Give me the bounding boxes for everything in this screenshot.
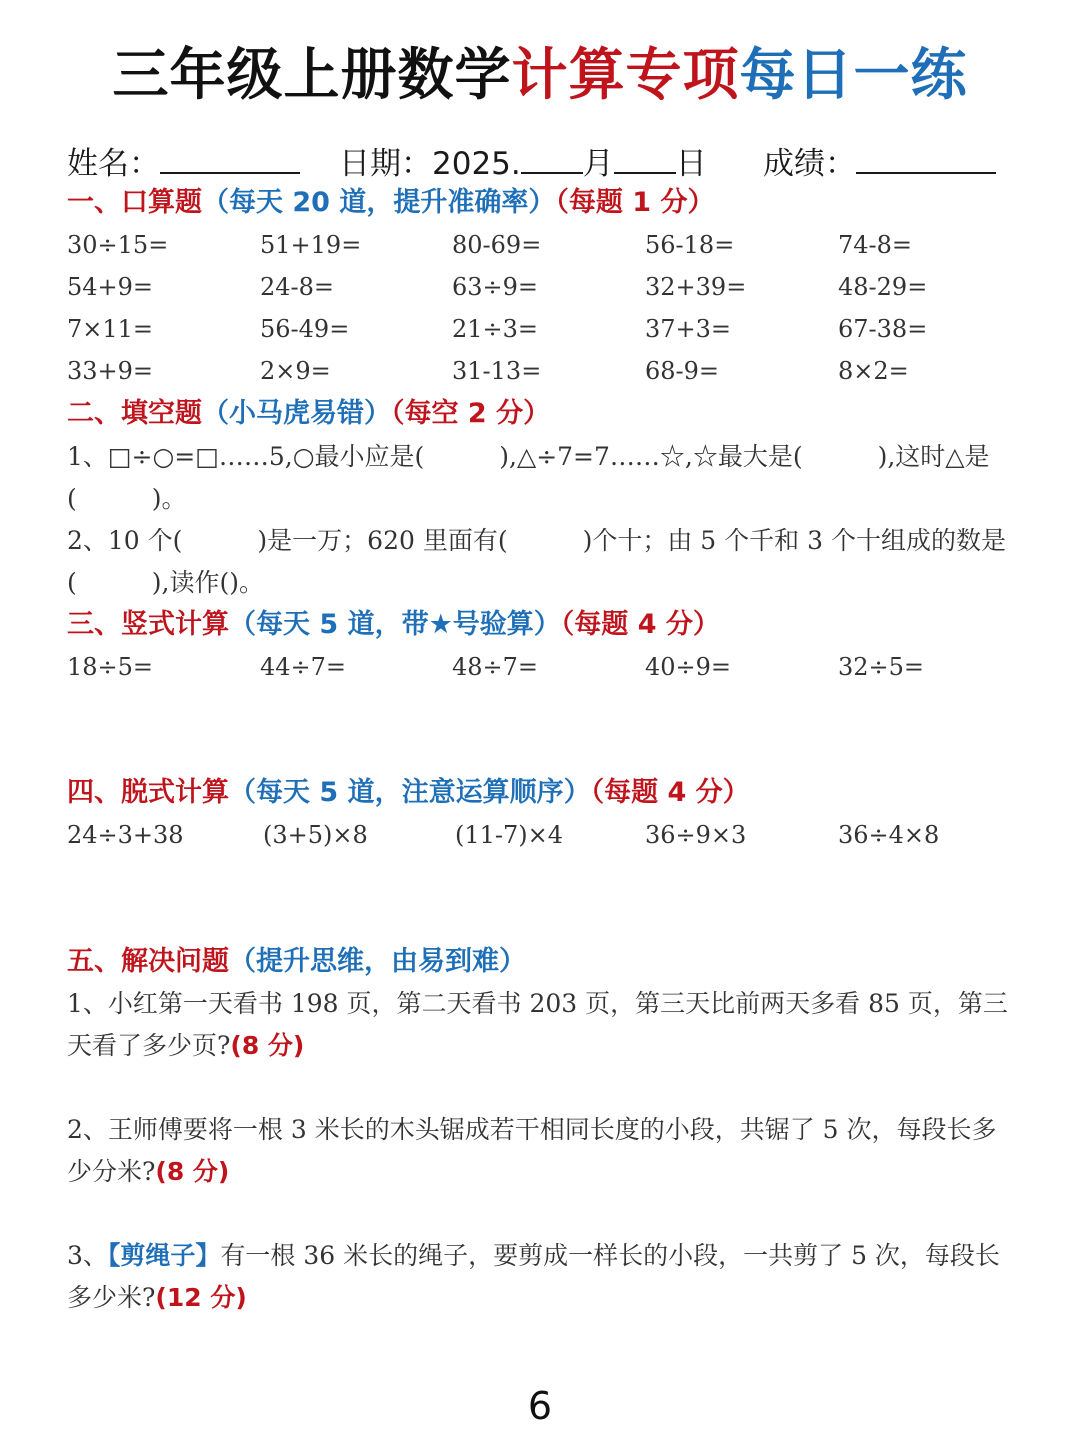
student-info-row bbox=[67, 138, 1027, 182]
section-2-title: 二、填空题 bbox=[67, 398, 202, 429]
word-problem-3-tag: 【剪绳子】 bbox=[107, 1241, 221, 1270]
section-5-heading bbox=[67, 944, 526, 980]
vertical-problem: 44÷7= bbox=[260, 653, 347, 681]
oral-problem: 21÷3= bbox=[452, 315, 539, 343]
day-label: 日 bbox=[675, 146, 707, 182]
word-problem-3-prefix: 3、 bbox=[67, 1241, 108, 1270]
name-label: 姓名： bbox=[67, 146, 160, 182]
word-problem-1-score: (8 分) bbox=[230, 1031, 305, 1060]
vertical-problem: 40÷9= bbox=[645, 653, 732, 681]
word-problem-3-text: 有一根 36 米长的绳子，要剪成一样长的小段，一共剪了 5 次，每段长多少米? bbox=[67, 1241, 1000, 1312]
vertical-problem: 32÷5= bbox=[838, 653, 925, 681]
score-field bbox=[763, 138, 996, 183]
oral-problem: 8×2= bbox=[838, 357, 909, 385]
oral-problem: 63÷9= bbox=[452, 273, 539, 301]
oral-problem: 56-18= bbox=[645, 231, 735, 259]
word-problem-1-text: 1、小红第一天看书 198 页，第二天看书 203 页，第三天比前两天多看 85 页，第三天看了多少页? bbox=[67, 989, 1008, 1060]
oral-problem: 7×11= bbox=[67, 315, 154, 343]
stepwise-problem: (3+5)×8 bbox=[263, 821, 368, 849]
section-2-note: （小马虎易错） bbox=[202, 398, 391, 429]
stepwise-problem: (11-7)×4 bbox=[455, 821, 564, 849]
page-title bbox=[0, 40, 1080, 112]
page-number: 6 bbox=[527, 1384, 553, 1428]
oral-problem: 2×9= bbox=[260, 357, 331, 385]
month-blank[interactable] bbox=[521, 142, 583, 174]
oral-problem: 68-9= bbox=[645, 357, 720, 385]
word-problem-3 bbox=[67, 1235, 1012, 1319]
oral-problem: 51+19= bbox=[260, 231, 362, 259]
oral-problem: 37+3= bbox=[645, 315, 732, 343]
date-field bbox=[339, 138, 707, 183]
section-3-heading bbox=[67, 607, 720, 643]
score-label: 成绩： bbox=[763, 146, 856, 182]
oral-problem: 80-69= bbox=[452, 231, 542, 259]
section-1-heading bbox=[67, 185, 714, 221]
oral-problem: 74-8= bbox=[838, 231, 913, 259]
section-1-title: 一、口算题 bbox=[67, 187, 202, 218]
oral-problem: 31-13= bbox=[452, 357, 542, 385]
date-label: 日期：2025. bbox=[339, 146, 521, 182]
stepwise-problem: 36÷4×8 bbox=[838, 821, 940, 849]
section-3-score: （每题 4 分） bbox=[560, 609, 720, 640]
word-problem-1 bbox=[67, 983, 1012, 1067]
title-part-3: 每日一练 bbox=[739, 43, 968, 108]
fill-question-2: 2、10 个( )是一万；620 里面有( )个十；由 5 个千和 3 个十组成的数是( ),读作()。 bbox=[67, 526, 1006, 597]
vertical-problem: 18÷5= bbox=[67, 653, 154, 681]
oral-problem: 24-8= bbox=[260, 273, 335, 301]
title-part-1: 三年级上册数学 bbox=[112, 43, 512, 108]
oral-problem: 67-38= bbox=[838, 315, 928, 343]
score-blank[interactable] bbox=[856, 142, 996, 174]
day-blank[interactable] bbox=[614, 142, 676, 174]
name-blank[interactable] bbox=[160, 142, 300, 174]
oral-problem: 30÷15= bbox=[67, 231, 169, 259]
word-problem-2-score: (8 分) bbox=[155, 1157, 230, 1186]
fill-question-1: 1、□÷○=□……5,○最小应是( ),△÷7=7……☆,☆最大是( ),这时△是( )。 bbox=[67, 442, 990, 513]
stepwise-problem: 36÷9×3 bbox=[645, 821, 747, 849]
section-1-note: （每天 20 道，提升准确率） bbox=[202, 187, 556, 218]
name-field bbox=[67, 138, 300, 183]
section-4-title: 四、脱式计算 bbox=[67, 777, 229, 808]
word-problem-2-text: 2、王师傅要将一根 3 米长的木头锯成若干相同长度的小段，共锯了 5 次，每段长多少分米? bbox=[67, 1115, 997, 1186]
month-label: 月 bbox=[582, 146, 614, 182]
section-1-score: （每题 1 分） bbox=[555, 187, 715, 218]
section-4-note: （每天 5 道，注意运算顺序） bbox=[229, 777, 591, 808]
section-2-heading bbox=[67, 396, 550, 432]
oral-problem: 32+39= bbox=[645, 273, 747, 301]
section-2-score: （每空 2 分） bbox=[391, 398, 551, 429]
stepwise-problem: 24÷3+38 bbox=[67, 821, 184, 849]
section-4-heading bbox=[67, 775, 750, 811]
vertical-problem: 48÷7= bbox=[452, 653, 539, 681]
oral-problem: 56-49= bbox=[260, 315, 350, 343]
section-4-score: （每题 4 分） bbox=[590, 777, 750, 808]
title-part-2: 计算专项 bbox=[511, 43, 740, 108]
oral-problem: 48-29= bbox=[838, 273, 928, 301]
oral-problem: 33+9= bbox=[67, 357, 154, 385]
oral-problem: 54+9= bbox=[67, 273, 154, 301]
section-3-title: 三、竖式计算 bbox=[67, 609, 229, 640]
word-problem-3-score: (12 分) bbox=[155, 1283, 247, 1312]
section-5-title: 五、解决问题 bbox=[67, 946, 229, 977]
section-3-note: （每天 5 道，带★号验算） bbox=[229, 609, 561, 640]
word-problem-2 bbox=[67, 1109, 1012, 1193]
section-5-note: （提升思维，由易到难） bbox=[229, 946, 526, 977]
